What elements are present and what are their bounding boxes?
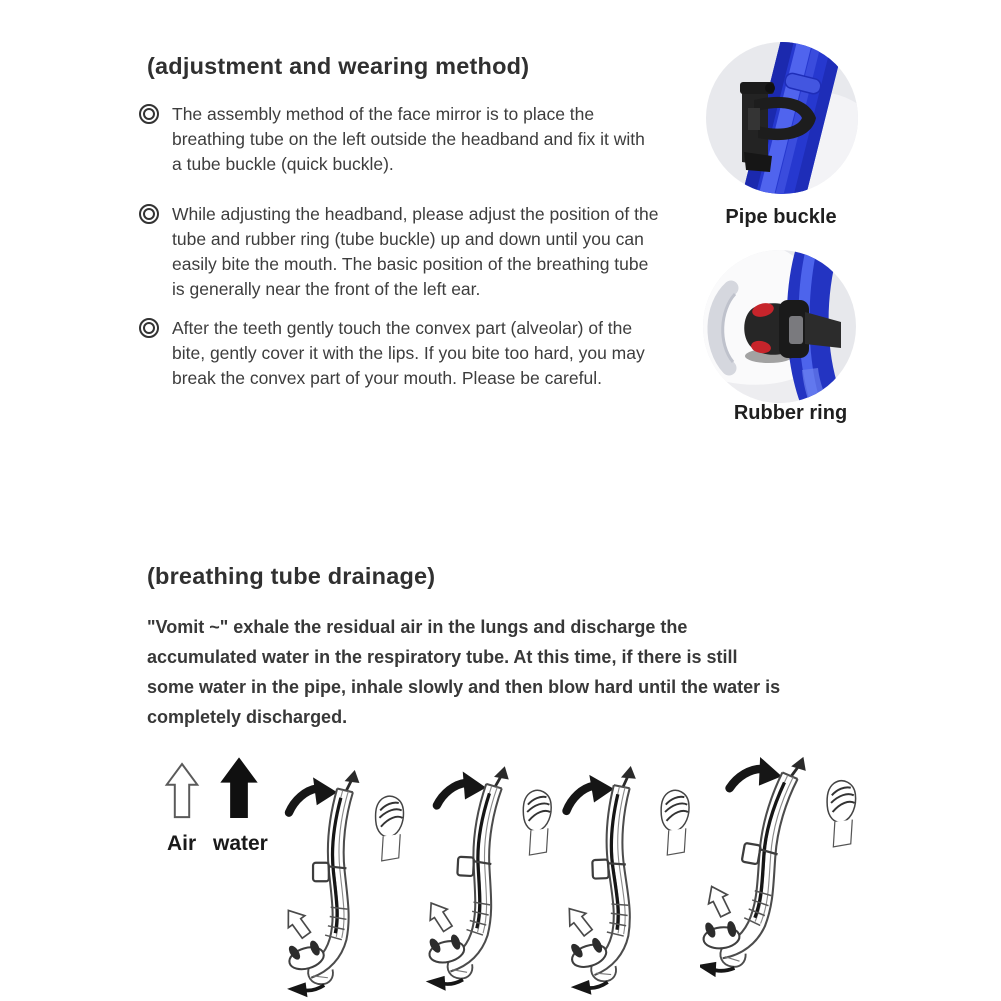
drainage-paragraph: "Vomit ~" exhale the residual air in the lungs and discharge the accumulated water in the respiratory tube. At this time, if there is still some water in the pipe, inhale slowly and then blow hard until the water is completely discharged. <box>147 617 781 727</box>
water-legend-label: water <box>213 832 268 855</box>
rubber-ring-photo <box>703 250 856 403</box>
snorkel-drainage-diagram-4 <box>700 754 870 989</box>
bullet-text: While adjusting the headband, please adjust the position of the tube and rubber ring (tube buckle) up and down until you can easily bite the mouth. The basic position of the breathing tube is generally near the front of the left ear. <box>172 204 659 299</box>
pipe-buckle-caption: Pipe buckle <box>725 206 837 228</box>
snorkel-drainage-diagram-1 <box>276 770 428 1000</box>
double-circle-bullet-icon <box>139 204 159 224</box>
bullet-item <box>139 316 659 391</box>
air-arrow-icon <box>164 760 200 822</box>
adjustment-section-heading: (adjustment and wearing method) <box>147 53 530 79</box>
bullet-inner-ring <box>143 108 155 120</box>
adjustment-bullet-list <box>139 102 659 391</box>
air-legend-label: Air <box>167 832 197 855</box>
double-circle-bullet-icon <box>139 104 159 124</box>
water-arrow-icon <box>219 757 259 820</box>
double-circle-bullet-icon <box>139 318 159 338</box>
bullet-text: After the teeth gently touch the convex part (alveolar) of the bite, gently cover it with the lips. If you bite too hard, you may break the convex part of your mouth. Please be careful. <box>172 318 645 388</box>
bullet-inner-ring <box>143 322 155 334</box>
snorkel-drainage-diagram-3 <box>556 766 708 996</box>
pipe-buckle-photo <box>706 42 858 194</box>
pipe-buckle-illustration <box>706 42 858 194</box>
bullet-item <box>139 102 659 177</box>
drainage-section-heading: (breathing tube drainage) <box>147 563 436 589</box>
bullet-inner-ring <box>143 208 155 220</box>
rubber-ring-illustration <box>703 250 856 403</box>
snorkel-drainage-diagram-2 <box>420 766 572 996</box>
bullet-text: The assembly method of the face mirror is to place the breathing tube on the left outside the headband and fix it with a tube buckle (quick buckle). <box>172 104 645 174</box>
bullet-item <box>139 202 659 302</box>
rubber-ring-caption: Rubber ring <box>733 402 848 424</box>
